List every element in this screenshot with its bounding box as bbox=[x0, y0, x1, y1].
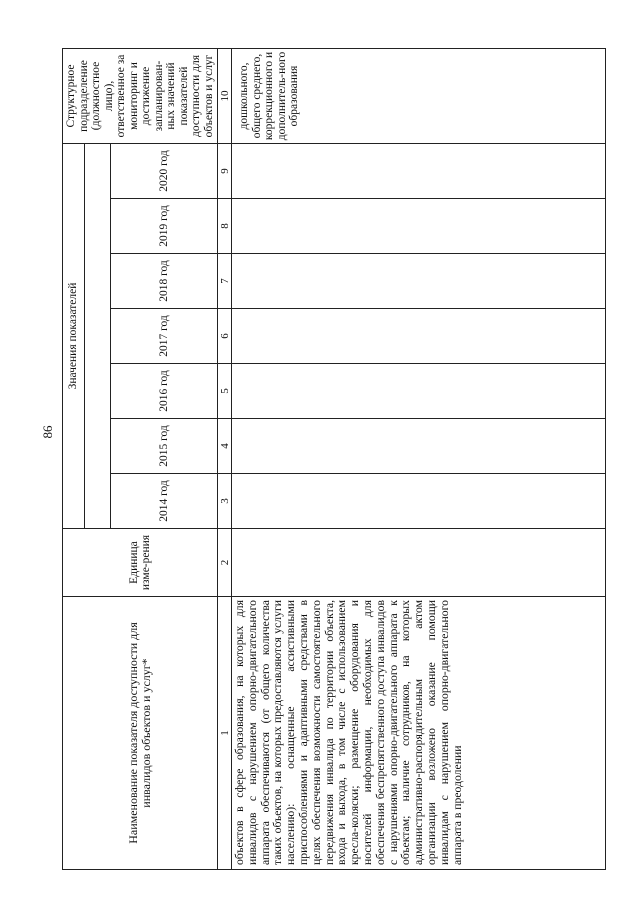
responsible-cell: дошкольного, общего среднего, коррекционного и дополнитель-ного образования bbox=[232, 49, 606, 144]
value-cell-2015 bbox=[232, 419, 606, 474]
column-number: 3 bbox=[218, 474, 232, 529]
value-cell-2014 bbox=[232, 474, 606, 529]
column-number: 8 bbox=[218, 199, 232, 254]
value-cell-2018 bbox=[232, 254, 606, 309]
column-number-row bbox=[218, 49, 232, 870]
page-number: 86 bbox=[40, 425, 55, 439]
header-values-spacer bbox=[84, 144, 110, 529]
header-year-2014: 2014 год bbox=[111, 474, 218, 529]
value-cell-2017 bbox=[232, 309, 606, 364]
indicator-description: объектов в сфере образования, на которых для инвалидов с нарушением опорно-двигательного аппарата обеспечиваются (от общего количества таких объектов, на которых предоставляются услуги населению): оснащенные ассистивными приспособлениями и адаптивными средствами в целях обеспечения возможности самостоятельного передвижения инвалида по территории объекта, входа и выхода, в том числе с использованием кресла-коляски; размещение оборудования и носителей информации, необходимых для обеспечения беспрепятственного доступа инвалидов с нарушениями опорно-двигательного аппарата к объектам; наличие сотрудников, на которых административно-распорядительным актом организации возложено оказание помощи инвалидам с нарушением опорно-двигательного аппарата в преодолении bbox=[232, 597, 606, 870]
header-year-2016: 2016 год bbox=[111, 364, 218, 419]
header-year-2015: 2015 год bbox=[111, 419, 218, 474]
column-number: 10 bbox=[218, 49, 232, 144]
header-year-2020: 2020 год bbox=[111, 144, 218, 199]
header-unit: Единица изме-рения bbox=[63, 529, 218, 597]
value-cell-2016 bbox=[232, 364, 606, 419]
column-number: 6 bbox=[218, 309, 232, 364]
header-year-2017: 2017 год bbox=[111, 309, 218, 364]
value-cell-2020 bbox=[232, 144, 606, 199]
header-values-group: Значения показателей bbox=[63, 144, 85, 529]
value-cell-2019 bbox=[232, 199, 606, 254]
column-number: 7 bbox=[218, 254, 232, 309]
unit-cell bbox=[232, 529, 606, 597]
header-row-1 bbox=[63, 49, 85, 870]
column-number: 5 bbox=[218, 364, 232, 419]
column-number: 4 bbox=[218, 419, 232, 474]
indicators-table bbox=[62, 48, 606, 870]
table-row bbox=[232, 49, 606, 870]
header-responsible: Структурное подразделение (должностное лицо), ответственное за мониторинг и достижение запланирован-ных значений показателей доступности для объектов и услуг bbox=[63, 49, 218, 144]
column-number: 1 bbox=[218, 597, 232, 870]
header-year-2019: 2019 год bbox=[111, 199, 218, 254]
column-number: 2 bbox=[218, 529, 232, 597]
header-indicator-name: Наименование показателя доступности для инвалидов объектов и услуг* bbox=[63, 597, 218, 870]
header-year-2018: 2018 год bbox=[111, 254, 218, 309]
column-number: 9 bbox=[218, 144, 232, 199]
